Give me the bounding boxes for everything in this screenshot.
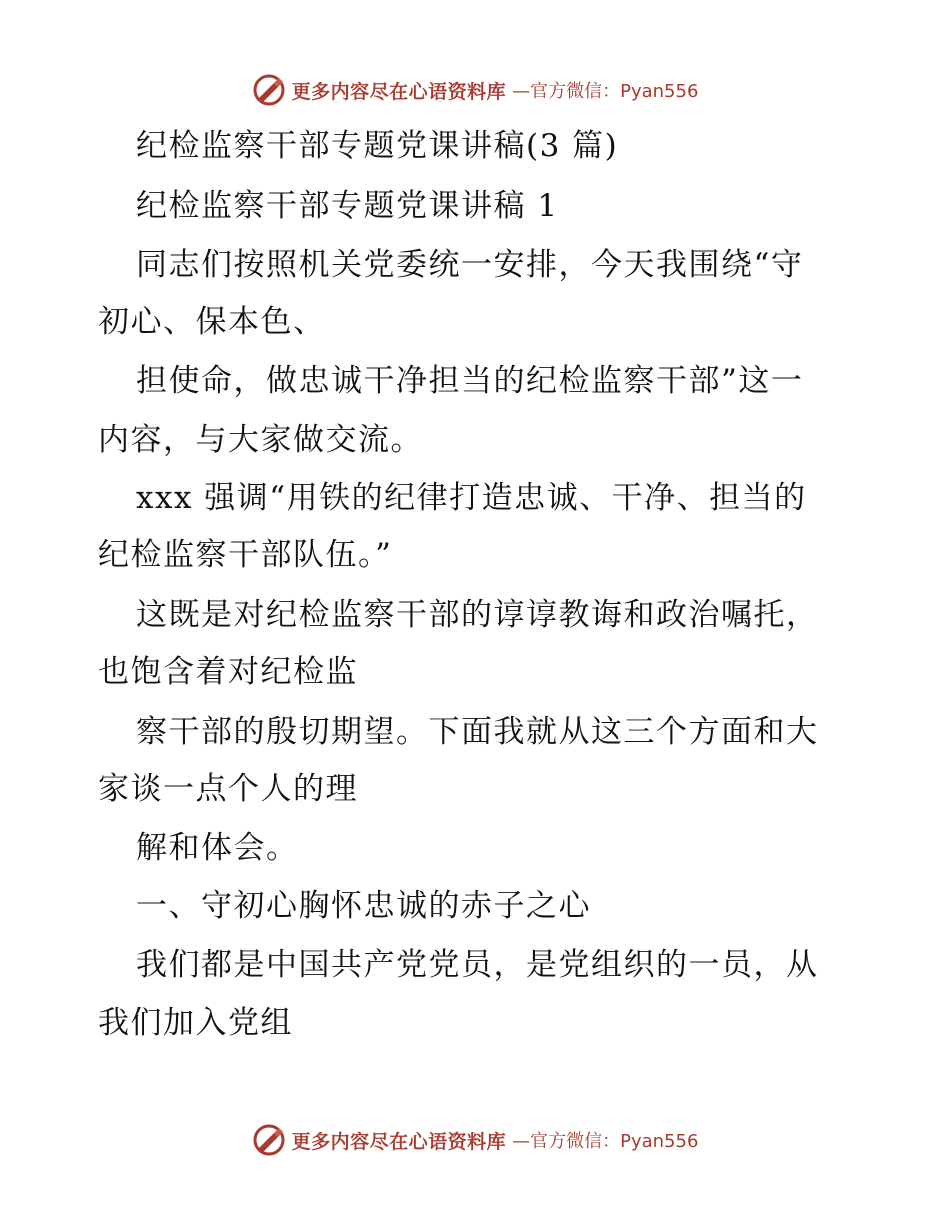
text-line: 也饱含着对纪检监	[98, 654, 358, 690]
text-line: 解和体会。	[136, 830, 299, 866]
text-line: 纪检监察干部队伍。”	[98, 537, 393, 573]
brush-pen-icon	[252, 1123, 286, 1157]
footer-banner	[0, 1120, 950, 1160]
banner-sub-text: —官方微信：Pyan556	[512, 81, 699, 102]
text-line: 同志们按照机关党委统一安排，今天我围绕“守	[136, 247, 804, 283]
text-line: 察干部的殷切期望。下面我就从这三个方面和大	[136, 714, 819, 750]
text-line: 我们都是中国共产党党员，是党组织的一员，从	[136, 947, 819, 983]
section-title: 纪检监察干部专题党课讲稿 1	[136, 188, 559, 224]
text-line: 家谈一点个人的理	[98, 771, 358, 807]
banner-main-text: 更多内容尽在心语资料库	[291, 80, 507, 103]
text-line: xxx 强调“用铁的纪律打造忠诚、干净、担当的	[136, 480, 807, 516]
banner-sub-text: —官方微信：Pyan556	[512, 1131, 699, 1152]
brush-pen-icon	[252, 73, 286, 107]
header-banner	[0, 70, 950, 110]
text-line: 内容，与大家做交流。	[98, 422, 423, 458]
text-line: 我们加入党组	[98, 1005, 293, 1041]
text-line: 初心、保本色、	[98, 304, 326, 340]
text-line: 这既是对纪检监察干部的谆谆教诲和政治嘱托，	[136, 597, 819, 633]
text-line: 担使命，做忠诚干净担当的纪检监察干部”这一	[136, 363, 804, 399]
banner-main-text: 更多内容尽在心语资料库	[291, 1130, 507, 1153]
document-title: 纪检监察干部专题党课讲稿(3 篇)	[136, 128, 619, 164]
section-heading: 一、守初心胸怀忠诚的赤子之心	[136, 888, 591, 924]
